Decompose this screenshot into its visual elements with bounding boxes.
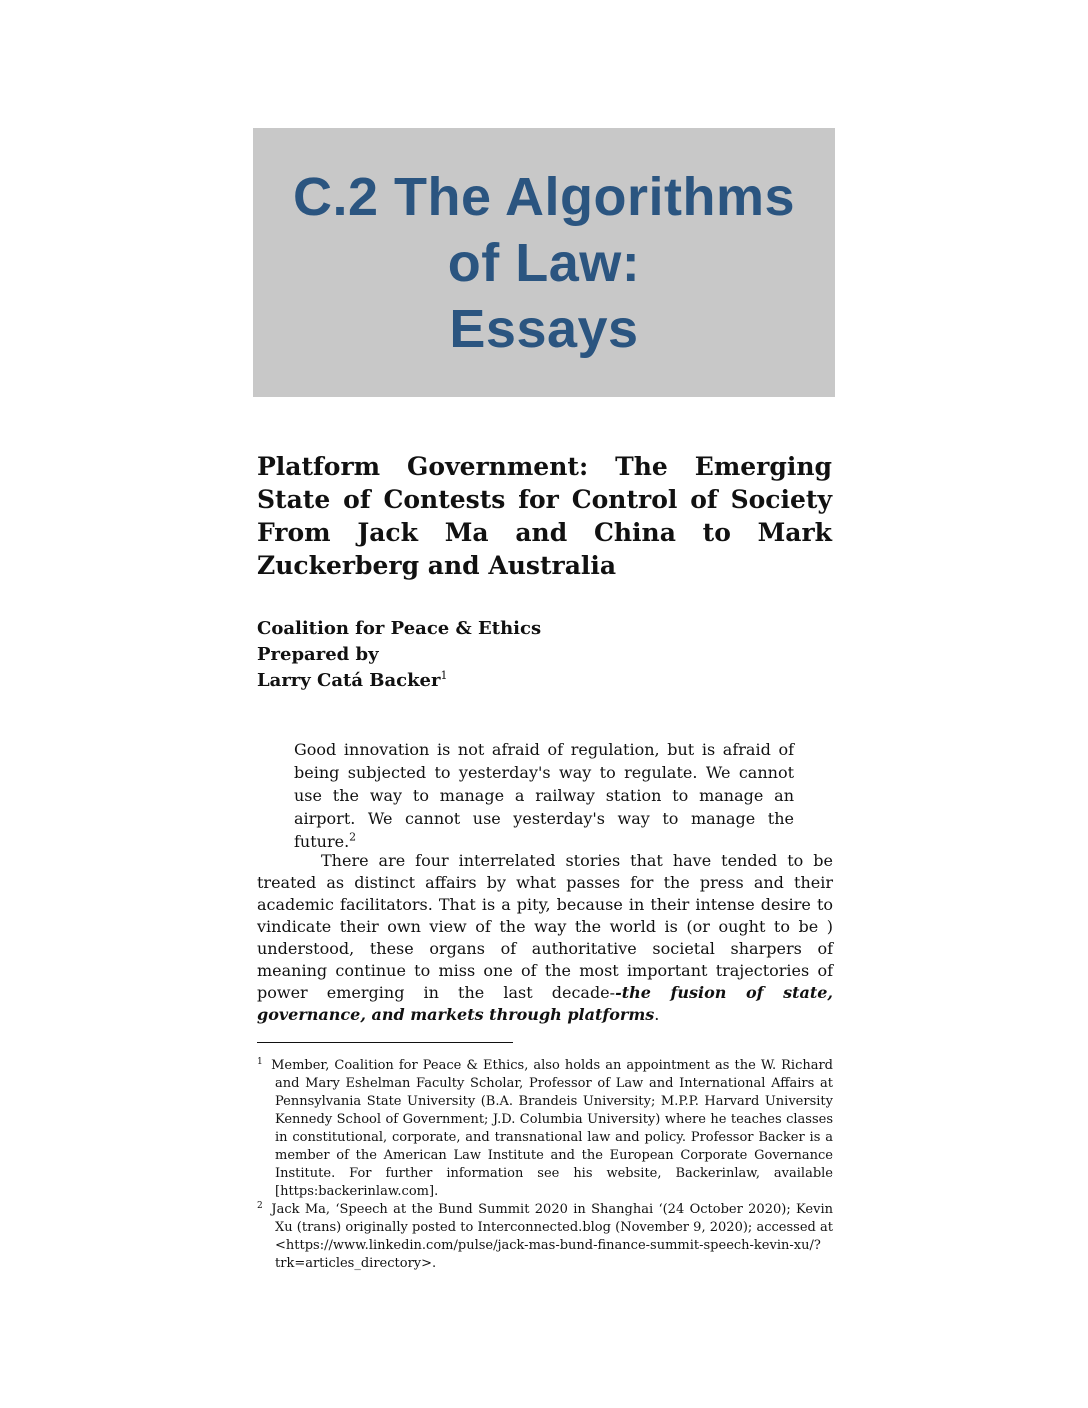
byline: [257, 616, 541, 694]
body-ending: .: [654, 1005, 660, 1024]
footnote-separator: [257, 1042, 513, 1043]
epigraph-quote: [294, 738, 794, 853]
chapter-title-line-1: C.2 The Algorithms: [292, 166, 796, 227]
footnote-2: 2 Jack Ma, ‘Speech at the Bund Summit 2020 in Shanghai ‘(24 October 2020); Kevin Xu (trans) originally posted to Interconnected.blog (November 9, 2020); accessed at <https://www.linkedin.com/pulse/jack-mas-bund-finance-summit-speech-kevin-xu/?trk=articles_directory>.: [257, 1200, 833, 1271]
footnote-ref-1[interactable]: 1: [440, 669, 448, 682]
footnote-2-text: Jack Ma, ‘Speech at the Bund Summit 2020 in Shanghai ‘(24 October 2020); Kevin Xu (trans) originally posted to Interconnected.blog (November 9, 2020); accessed at <https://www.linkedin.com/pulse/jack-mas-bund-finance-summit-speech-kevin-xu/?trk=articles_directory>.: [271, 1202, 833, 1271]
epigraph-text: Good innovation is not afraid of regulation, but is afraid of being subjected to yesterday's way to regulate. We cannot use the way to manage a railway station to manage an airport. We cannot use yesterday's way to manage the future.: [294, 740, 794, 851]
byline-organization: Coalition for Peace & Ethics: [257, 618, 542, 639]
byline-author-row: [257, 668, 541, 694]
body-paragraph-text: There are four interrelated stories that have tended to be treated as distinct affairs by what passes for the press and their academic facilitators. That is a pity, because in their intense desire to vindicate their own view of the way the world is (or ought to be ) understood, these organs of authoritative societal sharpers of meaning continue to miss one of the most important trajectories of power emerging in the last decade-: [257, 851, 833, 1002]
footnote-1: 1 Member, Coalition for Peace & Ethics, also holds an appointment as the W. Richard and Mary Eshelman Faculty Scholar, Professor of Law and International Affairs at Pennsylvania State University (B.A. Brandeis University; M.P.P. Harvard University Kennedy School of Government; J.D. Columbia University) where he teaches classes in constitutional, corporate, and transnational law and policy. Professor Backer is a member of the American Law Institute and the European Corporate Governance Institute. For further information see his website, Backerinlaw, available [https:backerinlaw.com].: [257, 1056, 834, 1199]
footnotes: [257, 1057, 833, 1273]
body-paragraph: [257, 850, 833, 1026]
footnote-1-text: Member, Coalition for Peace & Ethics, also holds an appointment as the W. Richard and Mary Eshelman Faculty Scholar, Professor of Law and International Affairs at Pennsylvania State University (B.A. Brandeis University; M.P.P. Harvard University Kennedy School of Government; J.D. Columbia University) where he teaches classes in constitutional, corporate, and transnational law and policy. Professor Backer is a member of the American Law Institute and the European Corporate Governance Institute. For further information see his website, Backerinlaw, available [https:backerinlaw.com].: [271, 1058, 834, 1199]
chapter-banner: [253, 128, 835, 397]
byline-prepared-by: Prepared by: [257, 644, 379, 665]
footnote-ref-2[interactable]: 2: [349, 830, 357, 844]
body-emphasis: -the fusion of state, governance, and markets through platforms: [257, 983, 834, 1024]
chapter-title-line-3: Essays: [449, 298, 639, 359]
article-title: Platform Government: The Emerging State of Contests for Control of Society From Jack Ma and China to Mark Zuckerberg and Australia: [257, 452, 832, 580]
byline-author: Larry Catá Backer: [257, 670, 441, 691]
chapter-title-line-2: of Law:: [447, 232, 641, 293]
